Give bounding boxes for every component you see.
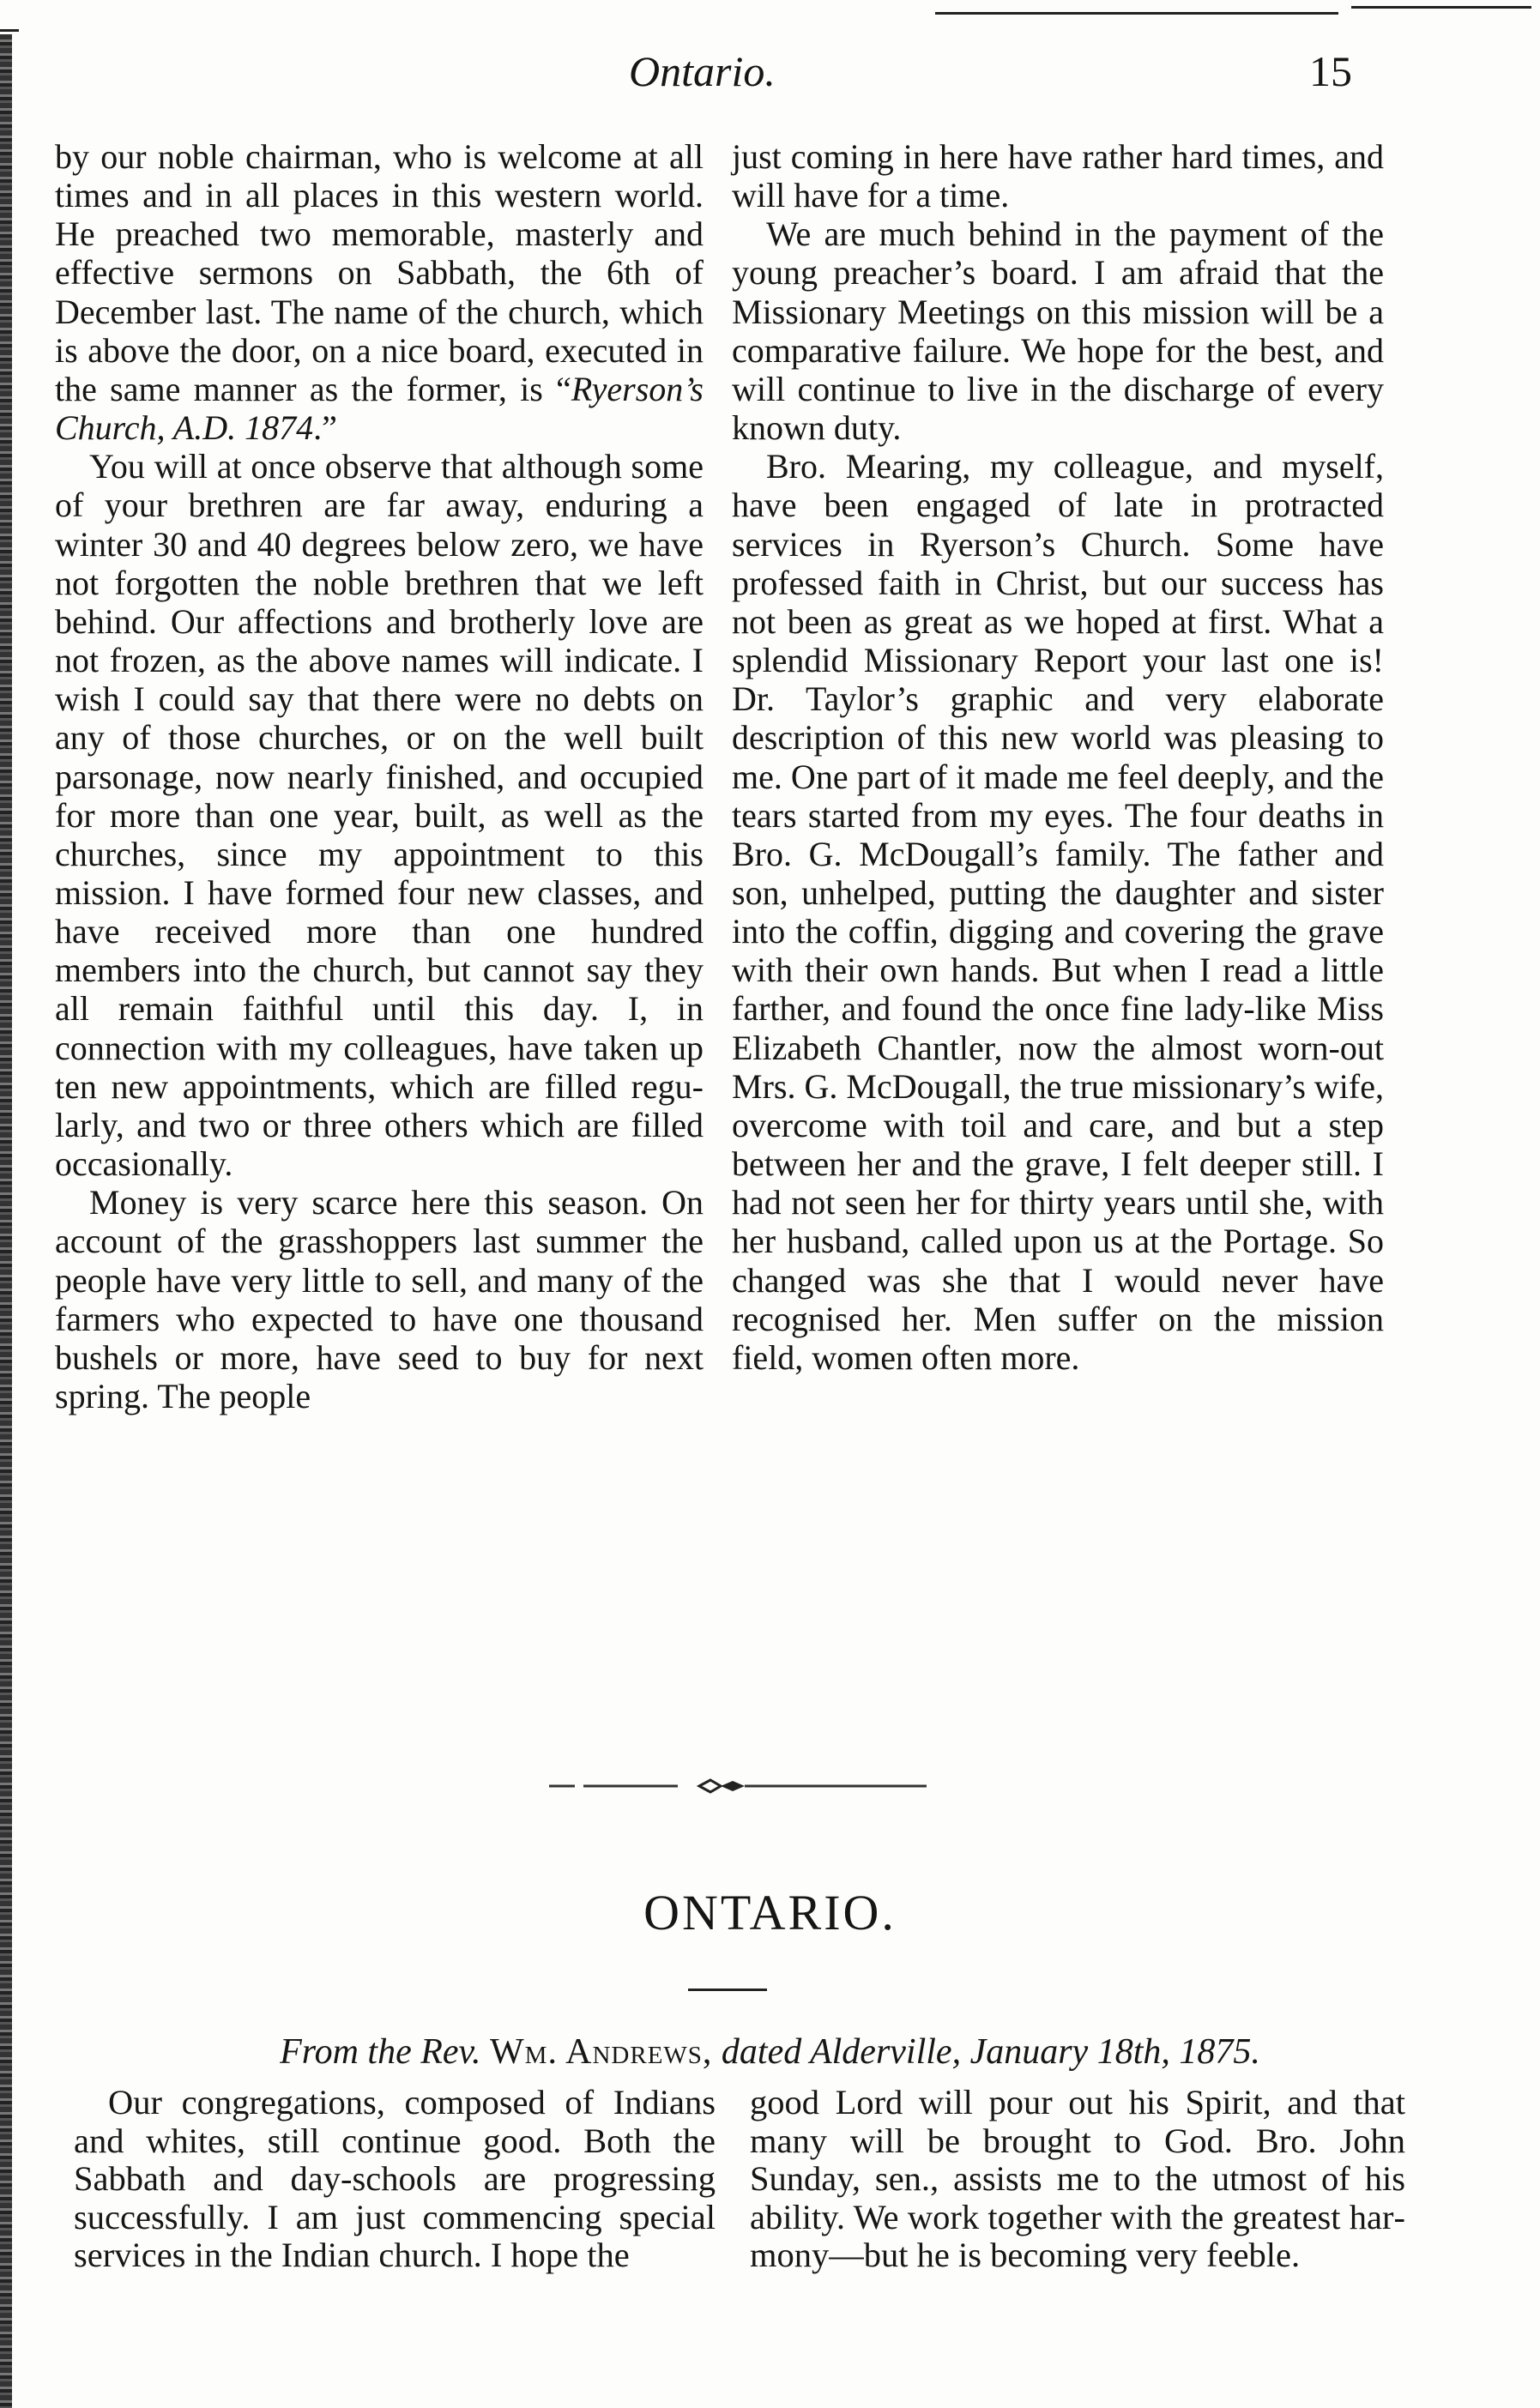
- paragraph: Bro. Mearing, my colleague, and myself, have been engaged of late in protracted services in Ryerson’s Church. Some have professed faith in Christ, but our success has not been as great as we hoped at first. What a splendid Missionary Report your last one is! Dr. Taylor’s graphic and very elaborate description of this new world was pleasing to me. One part of it made me feel deeply, and the tears started from my eyes. The four deaths in Bro. G. McDougall’s family. The father and son, unhelped, putting the daughter and sister into the coffin, digging and covering the grave with their own hands. But when I read a little farther, and found the once fine lady-like Miss Elizabeth Chantler, now the almost worn-out Mrs. G. McDougall, the true missionary’s wife, overcome with toil and care, and but a step between her and the grave, I felt deeper still. I had not seen her for thirty years until she, with her husband, called upon us at the Portage. So changed was she that I would never have recognised her. Men suffer on the mission field, women often more.: [732, 447, 1384, 1377]
- paragraph: You will at once observe that although some of your brethren are far away, enduring a winter 30 and 40 degrees below zero, we have not forgotten the noble brethren that we left behind. Our affections and brotherly love are not frozen, as the above names will indicate. I wish I could say that there were no debts on any of those churches, or on the well built parsonage, now nearly finished, and occupied for more than one year, built, as well as the churches, since my appointment to this mission. I have formed four new classes, and have received more than one hundred members into the church, but cannot say they all remain faithful until this day. I, in connection with my colleagues, have taken up ten new appointments, which are filled regularly, and two or three others which are filled occasionally.: [55, 447, 704, 1184]
- left-column-top: [55, 137, 704, 1415]
- top-rule-left: [935, 12, 1338, 15]
- paragraph: Our congregations, composed of Indians and whites, still continue good. Both the Sabbath and day-schools are progressing successfully. I am just commencing special services in the Indian church. I hope the: [74, 2083, 716, 2274]
- church-name-italic: Ryerson’s Church, A.D. 1874: [55, 369, 704, 448]
- dateline-rest: dated Alderville, January 18th, 1875.: [712, 2032, 1260, 2072]
- running-head: Ontario.: [629, 47, 776, 95]
- right-column-bottom: [750, 2084, 1405, 2275]
- paragraph: Money is very scarce here this season. On account of the grasshoppers last summer the people have very little to sell, and many of the farmers who expected to have one thousand bushels or more, have seed to buy for next spring. The people: [55, 1183, 704, 1415]
- dateline: [0, 2028, 1540, 2076]
- right-column-top: [732, 137, 1384, 1377]
- paragraph: just coming in here have rather hard times, and will have for a time.: [732, 137, 1384, 215]
- top-rule-right: [1351, 6, 1531, 9]
- page-number: 15: [1309, 47, 1352, 95]
- paragraph: good Lord will pour out his Spirit, and that many will be brought to God. Bro. John Sunday, sen., assists me to the utmost of his ability. We work together with the greatest harmony—but he is becoming very feeble.: [750, 2083, 1405, 2274]
- title-rule: [688, 1989, 767, 1991]
- paragraph-text: by our noble chairman, who is welcome at all times and in all places in this western world. He preached two memorable, masterly and effective sermons on Sabbath, the 6th of December last. The name of the church, which is above the door, on a nice board, executed in the same manner as the former, is “: [55, 137, 704, 408]
- paragraph-text: .”: [313, 408, 337, 448]
- paragraph: We are much behind in the payment of the young preacher’s board. I am afraid that the Missionary Meetings on this mission will be a comparative failure. We hope for the best, and will continue to live in the discharge of every known duty.: [732, 214, 1384, 448]
- section-title: ONTARIO.: [643, 1885, 897, 1940]
- paragraph: [55, 137, 704, 447]
- margin-tick: [0, 29, 19, 32]
- dateline-from: From the Rev.: [280, 2032, 491, 2072]
- left-column-bottom: [74, 2084, 716, 2275]
- author-name: Wm. Andrews,: [490, 2032, 713, 2072]
- section-ornament: [549, 1776, 927, 1796]
